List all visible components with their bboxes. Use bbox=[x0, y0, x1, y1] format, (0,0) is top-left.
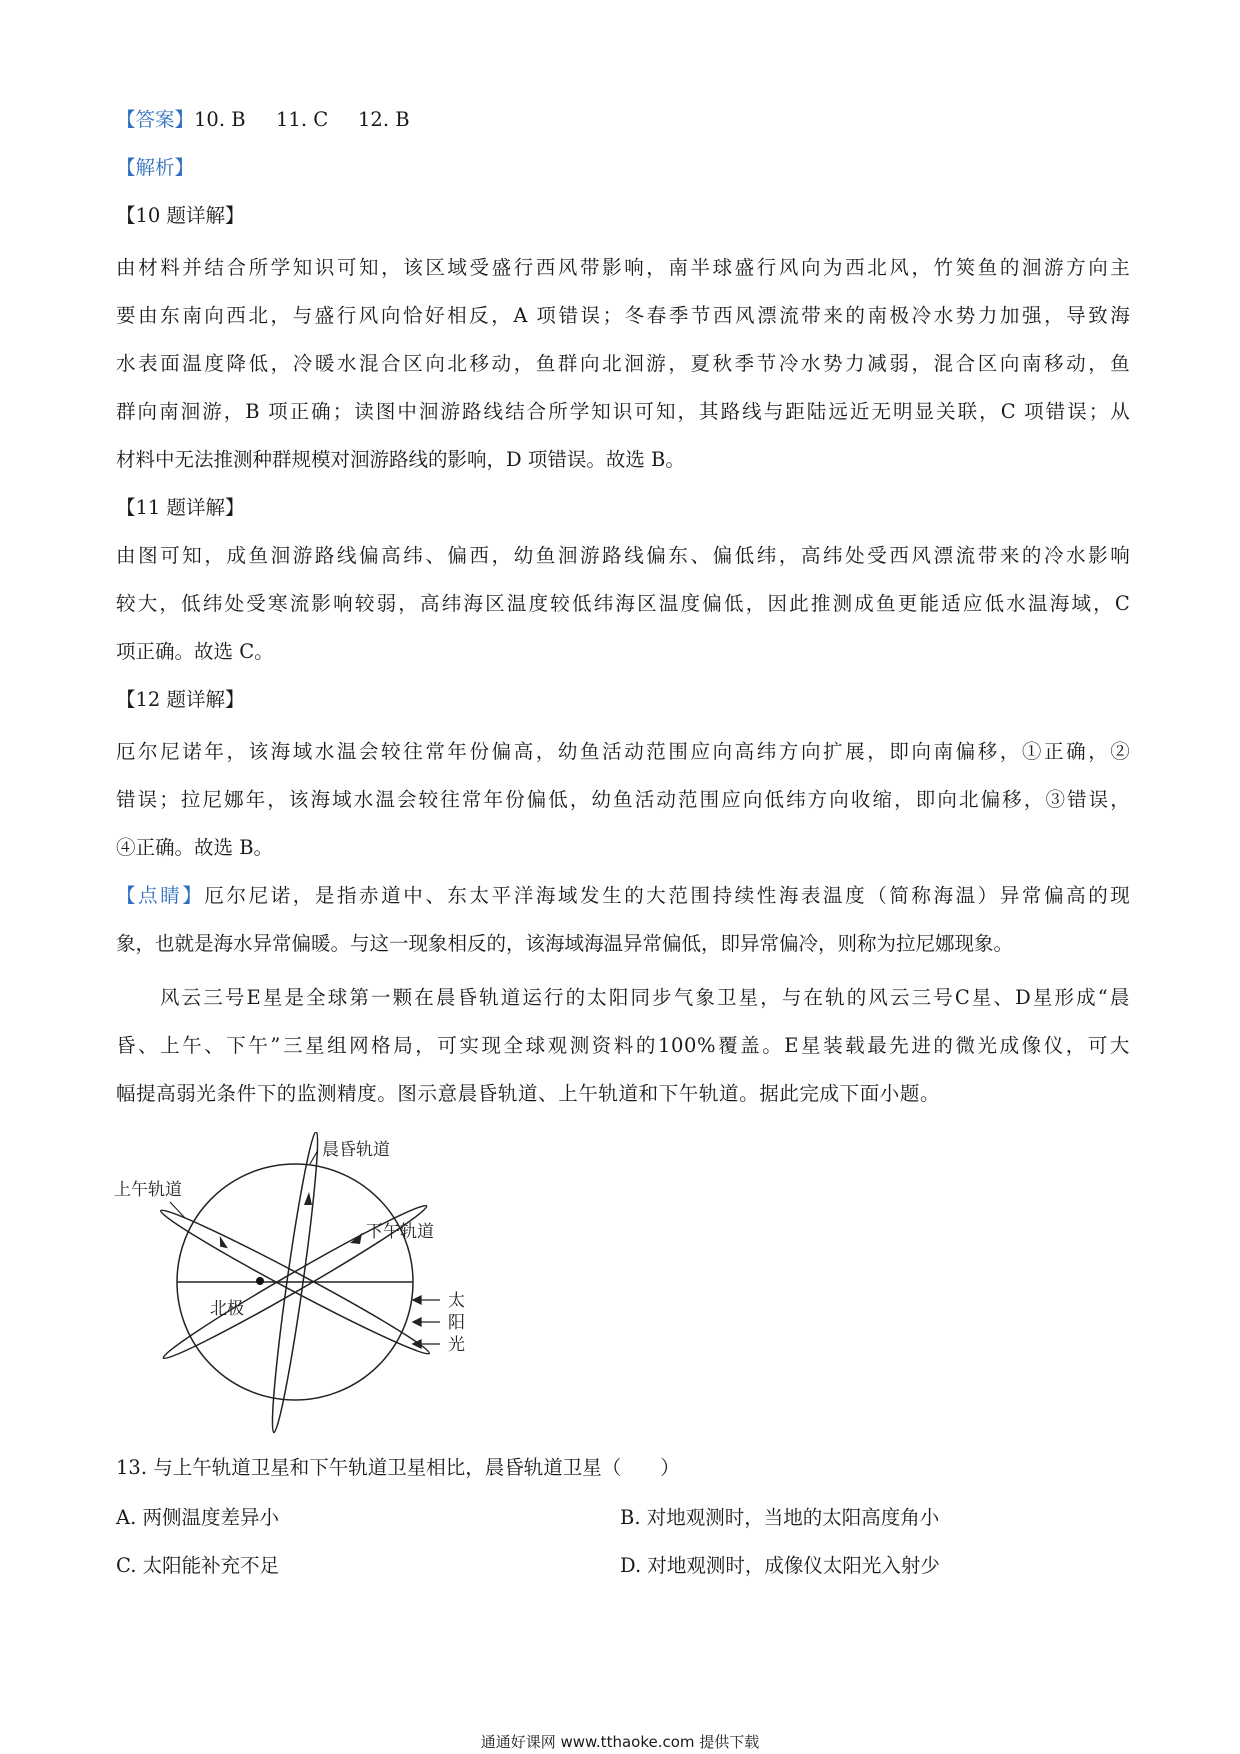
sun-arrowhead-2-icon bbox=[413, 1318, 421, 1326]
q10-line-2: 要由东南向西北，与盛行风向恰好相反，A 项错误；冬春季节西风漂流带来的南极冷水势力加强，导致海 bbox=[116, 304, 1130, 327]
passage-line-1: 风云三号E星是全球第一颗在晨昏轨道运行的太阳同步气象卫星，与在轨的风云三号C星、D星形成“晨 bbox=[160, 986, 1130, 1009]
orbit-diagram bbox=[110, 1132, 560, 1437]
answer-12: 12. B bbox=[358, 108, 410, 131]
label-dawn-dusk: 晨昏轨道 bbox=[322, 1140, 390, 1160]
tip-label: 【点睛】 bbox=[116, 884, 205, 907]
q13-option-d[interactable]: D. 对地观测时，成像仪太阳光入射少 bbox=[620, 1554, 940, 1577]
answer-label: 【答案】 bbox=[116, 108, 195, 131]
q13-option-c[interactable]: C. 太阳能补充不足 bbox=[116, 1554, 280, 1577]
analysis-label: 【解析】 bbox=[116, 156, 195, 179]
tip-line-2: 象，也就是海水异常偏暖。与这一现象相反的，该海域海温异常偏低，即异常偏冷，则称为拉尼娜现象。 bbox=[116, 932, 1014, 955]
q11-line-2: 较大，低纬处受寒流影响较弱，高纬海区温度较低纬海区温度偏低，因此推测成鱼更能适应低水温海域，C bbox=[116, 592, 1130, 615]
sun-arrowhead-1-icon bbox=[413, 1296, 421, 1304]
answer-line bbox=[116, 107, 410, 133]
answer-10: 10. B bbox=[194, 108, 246, 131]
q13-stem: 13. 与上午轨道卫星和下午轨道卫星相比，晨昏轨道卫星（ ） bbox=[116, 1456, 680, 1479]
answer-11: 11. C bbox=[276, 108, 329, 131]
passage-line-3: 幅提高弱光条件下的监测精度。图示意晨昏轨道、上午轨道和下午轨道。据此完成下面小题。 bbox=[116, 1082, 941, 1105]
q13-option-b[interactable]: B. 对地观测时，当地的太阳高度角小 bbox=[620, 1506, 940, 1529]
q12-line-2: 错误；拉尼娜年，该海域水温会较往常年份偏低，幼鱼活动范围应向低纬方向收缩，即向北偏移，③错误， bbox=[116, 788, 1130, 811]
sun-char-3: 光 bbox=[448, 1335, 465, 1355]
sun-char-1: 太 bbox=[448, 1291, 465, 1311]
q12-line-1: 厄尔尼诺年，该海域水温会较往常年份偏高，幼鱼活动范围应向高纬方向扩展，即向南偏移，①正确，② bbox=[116, 740, 1130, 763]
q10-header: 【10 题详解】 bbox=[116, 204, 245, 227]
label-north-pole: 北极 bbox=[210, 1299, 244, 1319]
q11-header: 【11 题详解】 bbox=[116, 496, 245, 519]
tip-line-1 bbox=[116, 883, 1130, 909]
q10-line-4: 群向南洄游，B 项正确；读图中洄游路线结合所学知识可知，其路线与距陆远近无明显关联，C 项错误；从 bbox=[116, 400, 1130, 423]
sun-char-2: 阳 bbox=[448, 1313, 465, 1333]
tip-text-1: 厄尔尼诺，是指赤道中、东太平洋海域发生的大范围持续性海表温度（简称海温）异常偏高的现 bbox=[204, 884, 1130, 907]
q13-option-a[interactable]: A. 两侧温度差异小 bbox=[116, 1506, 279, 1529]
afternoon-arrow-icon bbox=[350, 1233, 362, 1244]
label-morning: 上午轨道 bbox=[114, 1180, 182, 1200]
label-afternoon: 下午轨道 bbox=[366, 1222, 434, 1242]
q11-line-3: 项正确。故选 C。 bbox=[116, 640, 274, 663]
dawn-dusk-arrow-icon bbox=[304, 1192, 312, 1205]
q12-line-3: ④正确。故选 B。 bbox=[116, 836, 274, 859]
q12-header: 【12 题详解】 bbox=[116, 688, 245, 711]
label-morning-leader bbox=[170, 1202, 185, 1218]
footer-watermark: 通通好课网 www.tthaoke.com 提供下载 bbox=[480, 1733, 760, 1751]
q10-line-3: 水表面温度降低，冷暖水混合区向北移动，鱼群向北洄游，夏秋季节冷水势力减弱，混合区向南移动，鱼 bbox=[116, 352, 1130, 375]
north-pole-dot bbox=[256, 1277, 264, 1285]
passage-line-2: 昏、上午、下午”三星组网格局，可实现全球观测资料的100%覆盖。E星装载最先进的微光成像仪，可大 bbox=[116, 1034, 1130, 1057]
sun-arrowhead-3-icon bbox=[413, 1340, 421, 1348]
q10-line-1: 由材料并结合所学知识可知，该区域受盛行西风带影响，南半球盛行风向为西北风，竹筴鱼的洄游方向主 bbox=[116, 256, 1130, 279]
q11-line-1: 由图可知，成鱼洄游路线偏高纬、偏西，幼鱼洄游路线偏东、偏低纬，高纬处受西风漂流带来的冷水影响 bbox=[116, 544, 1130, 567]
q10-line-5: 材料中无法推测种群规模对洄游路线的影响，D 项错误。故选 B。 bbox=[116, 448, 685, 471]
